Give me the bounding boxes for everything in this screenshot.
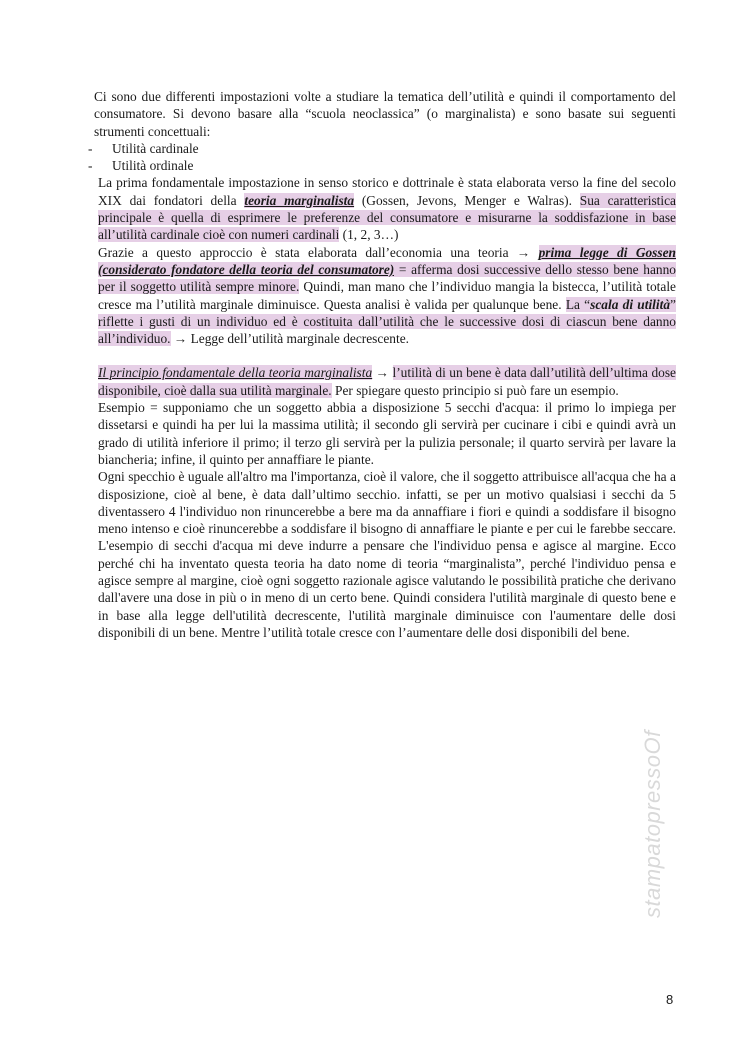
text-run: (Gossen, Jevons, Menger e Walras). <box>354 192 580 208</box>
example-paragraph: Esempio = supponiamo che un soggetto abbia a disposizione 5 secchi d'acqua: il primo lo impiega per dissetarsi e quindi ha per lui la massima utilità; il secondo gli servirà per cucinare i cibi e quindi avrà un grado di utilità inferiore il primo; il terzo gli servirà per la pulizia personale; il quarto servirà per lavare la biancheria; infine, il quinto per annaffiare le piante. <box>98 400 676 467</box>
text-run: La “ <box>565 296 591 312</box>
text-run: Per spiegare questo principio si può fare un esempio. <box>331 382 619 398</box>
teoria-marginalista-term: teoria marginalista <box>244 192 355 208</box>
body-text <box>90 88 676 641</box>
explanation-paragraph: Ogni specchio è uguale all'altro ma l'importanza, cioè il valore, che il soggetto attribuisce all'acqua che ha a disposizione, cioè al bene, è data dall’ultimo secchio. infatti, se per un motivo qualsiasi i secchi da 5 diventassero 4 l'individuo non rinuncerebbe a bere ma da annaffiare i fiori e quindi a soddisfare il bisogno meno intenso e cioè rinuncerebbe a soddisfare il bisogno di annaffiare le piante e per cui le farebbe seccare. L'esempio di secchi d'acqua mi deve indurre a pensare che l'individuo pensa e agisce al margine. Ecco perché chi ha inventato questa teoria ha dato nome di teoria “marginalista”, perché l'individuo pensa e agisce sempre al margine, cioè ogni soggetto razionale agisce valutando le possibilità pratiche che derivano dall'avere una dose in più o in meno di un certo bene. Quindi considera l'utilità marginale di questo bene e in base alla legge dell'utilità decrescente, l'utilità marginale diminuisce con l'aumentare delle dosi disponibili di un bene. Mentre l’utilità totale cresce con l’aumentare delle dosi disponibili del bene. <box>98 469 676 640</box>
list-item <box>90 157 676 174</box>
cardinal-paragraph <box>90 174 676 243</box>
scala-di-utilita-term: scala di utilità <box>590 296 671 312</box>
gossen-law-term: prima legge di Gossen (considerato fondatore della teoria del consumatore) <box>98 244 676 277</box>
text-run: Quindi, man mano che l’individuo mangia la bistecca, l’utilità totale cresce ma l’utilità marginale diminuisce. Questa analisi è valida per qualunque bene. <box>98 279 676 312</box>
text-run: ” riflette i gusti di un individuo ed è costituita dall’utilità che le successive dosi di ciascun bene danno all’individuo. <box>98 296 676 347</box>
text-run: → <box>372 365 393 381</box>
text-run: → Legge dell’utilità marginale decrescente. <box>170 331 409 347</box>
dash-bullet: - <box>88 140 93 156</box>
intro-paragraph: Ci sono due differenti impostazioni volte a studiare la tematica dell’utilità e quindi il comportamento del consumatore. Si devono basare alla “scuola neoclassica” (o marginalista) e sono basate sui seguenti strumenti concettuali: <box>94 89 676 139</box>
gossen-paragraph <box>90 244 676 348</box>
concept-list <box>90 140 676 175</box>
highlighted-text: l’utilità di un bene è data dall’utilità dell’ultima dose disponibile, cioè dalla sua utilità marginale. <box>98 365 677 398</box>
paragraph-gap <box>90 347 676 364</box>
list-item-label: Utilità ordinale <box>112 158 194 174</box>
highlighted-text: Sua caratteristica principale è quella di esprimere le preferenze del consumatore e misurarne la soddisfazione in base all’utilità cardinale cioè con numeri cardinali <box>98 192 676 243</box>
text-run: Grazie a questo approccio è stata elaborata dall’economia una teoria → <box>98 244 539 260</box>
principle-title: Il principio fondamentale della teoria marginalista <box>98 365 373 381</box>
list-item-label: Utilità cardinale <box>112 140 199 156</box>
page-number: 8 <box>666 992 674 1007</box>
text-run: La prima fondamentale impostazione in senso storico e dottrinale è stata elaborata verso la fine del secolo XIX dai fondatori della <box>98 175 676 208</box>
dash-bullet: - <box>88 158 93 174</box>
highlighted-text: = afferma dosi successive dello stesso bene hanno per il soggetto utilità sempre minore. <box>98 261 677 295</box>
watermark: stampatopressoOf <box>640 730 665 918</box>
list-item <box>90 140 676 157</box>
principle-paragraph <box>90 364 676 399</box>
text-run: (1, 2, 3…) <box>339 227 399 243</box>
